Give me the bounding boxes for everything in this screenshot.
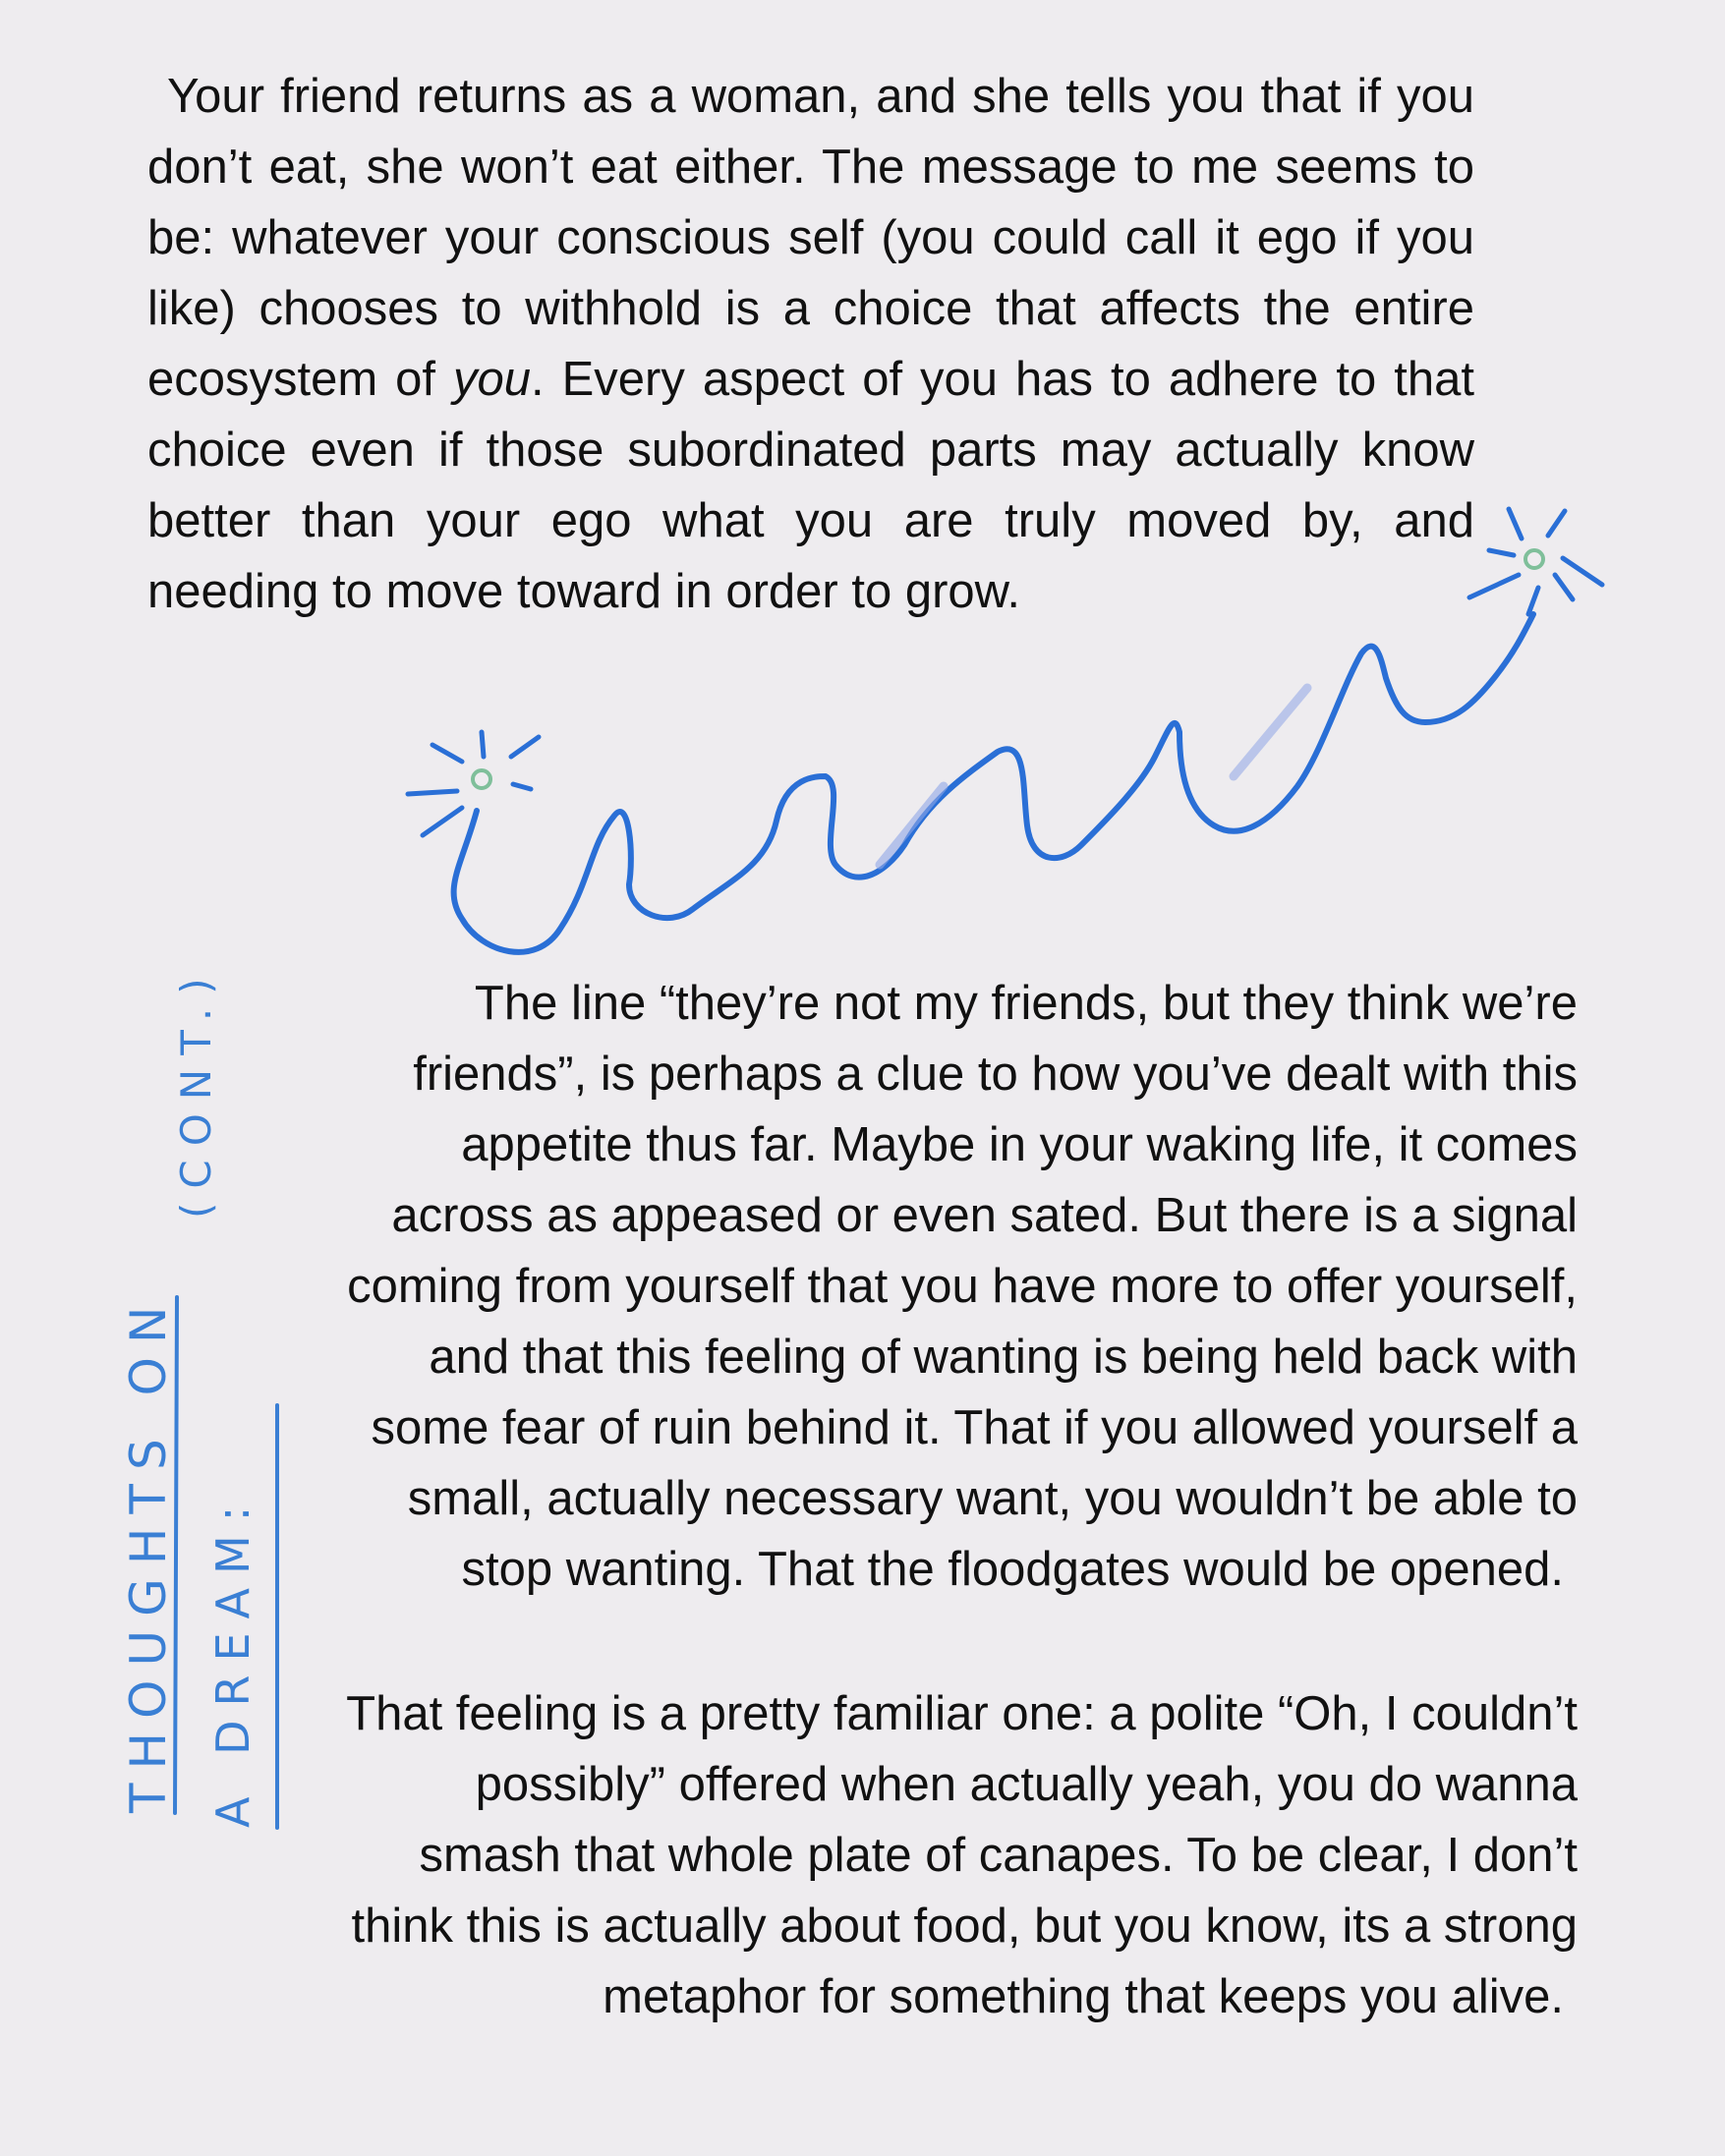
paragraph-1	[147, 61, 1474, 627]
p2-line-6: and that this feeling of wanting is being held back with	[429, 1331, 1578, 1384]
paragraph-3	[280, 1678, 1578, 2032]
p2-line-5: coming from yourself that you have more to offer yourself,	[347, 1260, 1578, 1313]
p1-line-5-italic-you: you	[453, 353, 532, 406]
p1-line-8: truly moved by, and needing to move toward in order to	[147, 494, 1474, 618]
side-title-a-dream: A DREAM:	[206, 1492, 259, 1828]
p1-line-6: has to adhere to that choice even if those subordinated	[147, 353, 1475, 477]
star-center-left	[473, 770, 490, 788]
p2-line-7: some fear of ruin behind it. That if you allowed yourself a	[371, 1401, 1578, 1454]
p3-line-5: metaphor for something that keeps you alive.	[603, 1970, 1564, 2023]
star-rays-left	[408, 732, 539, 835]
p1-line-4: it ego if you like) chooses to withhold is a choice that	[147, 211, 1474, 335]
p1-line-1: Your friend returns as a woman, and she tells you that if	[167, 70, 1381, 123]
p1-line-2: you don’t eat, she won’t eat either. The message to me	[147, 70, 1474, 194]
paragraph-2	[280, 968, 1578, 1605]
squiggle-line	[454, 614, 1533, 952]
p1-line-7: parts may actually know better than your ego what you are	[147, 424, 1474, 547]
p3-line-3: smash that whole plate of canapes. To be clear, I don’t	[419, 1829, 1578, 1882]
p2-line-8: small, actually necessary want, you wouldn’t be able to	[407, 1472, 1578, 1525]
p2-line-3: appetite thus far. Maybe in your waking life, it comes	[461, 1118, 1578, 1171]
p2-line-1: The line “they’re not my friends, but they think we’re	[474, 977, 1578, 1030]
p2-line-2: friends”, is perhaps a clue to how you’ve dealt with this	[413, 1048, 1578, 1101]
faint-stroke-2	[1234, 688, 1307, 776]
p1-line-3: seems to be: whatever your conscious self (you could call	[147, 141, 1474, 264]
p3-line-4: think this is actually about food, but you know, its a strong	[351, 1900, 1578, 1953]
p2-line-4: across as appeased or even sated. But there is a signal	[391, 1189, 1578, 1242]
star-center-right	[1525, 550, 1543, 568]
p3-line-2: possibly” offered when actually yeah, you do wanna	[475, 1758, 1578, 1811]
side-title-thoughts-on: THOUGHTS ON	[120, 1292, 177, 1813]
side-title-cont: (CONT.)	[172, 964, 220, 1219]
faint-stroke-1	[880, 786, 944, 865]
p1-line-5a: affects the entire ecosystem of	[147, 282, 1474, 406]
p2-line-9: stop wanting. That the floodgates would be opened.	[461, 1543, 1564, 1596]
p3-line-1: That feeling is a pretty familiar one: a polite “Oh, I couldn’t	[346, 1687, 1578, 1740]
p1-line-5b: . Every aspect of you	[531, 353, 999, 406]
p1-line-9: grow.	[904, 565, 1020, 618]
star-rays-right	[1469, 509, 1602, 614]
